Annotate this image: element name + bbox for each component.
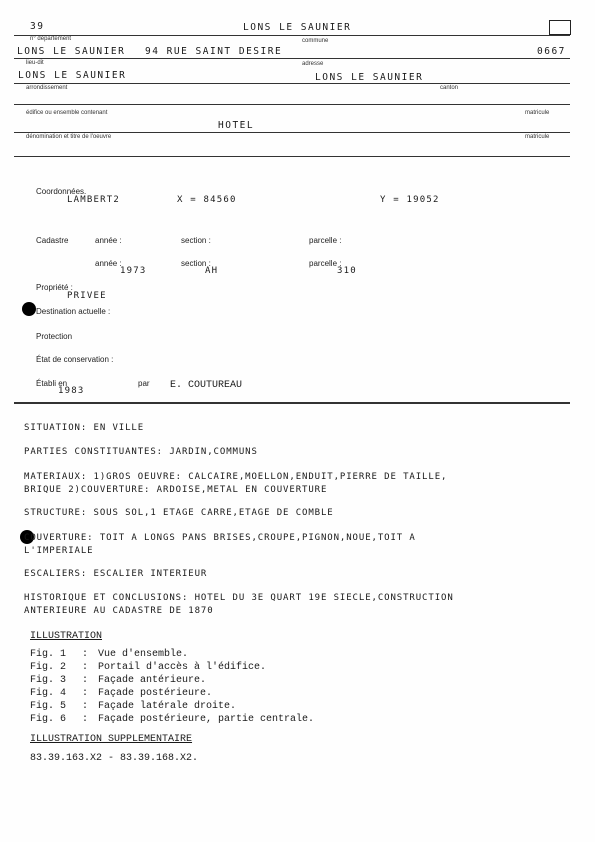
historique-text: HISTORIQUE ET CONCLUSIONS: HOTEL DU 3E QUART 19E SIECLE,CONSTRUCTION ANTERIEURE AU CADASTRE DE 1870 xyxy=(24,593,454,616)
checkbox-box xyxy=(549,20,571,35)
figure-desc: Façade postérieure, partie centrale. xyxy=(98,714,315,725)
materiaux-text: MATERIAUX: 1)GROS OEUVRE: CALCAIRE,MOELLON,ENDUIT,PIERRE DE TAILLE, BRIQUE 2)COUVERTURE: ARDOISE,METAL EN COUVERTURE xyxy=(24,472,448,495)
figure-desc: Façade antérieure. xyxy=(98,675,207,686)
x-coordinate: X = 84560 xyxy=(177,195,237,205)
couverture-text: COUVERTURE: TOIT A LONGS PANS BRISES,CROUPE,PIGNON,NOUE,TOIT A L'IMPERIALE xyxy=(24,533,416,556)
lieu-dit-value: LONS LE SAUNIER xyxy=(17,46,126,57)
supplementary-heading: ILLUSTRATION SUPPLEMENTAIRE xyxy=(30,734,193,745)
author-name: E. COUTUREAU xyxy=(170,380,243,391)
annee-label-2: année : xyxy=(95,259,122,268)
figure-row: Fig. 6 : Façade postérieure, partie centrale. xyxy=(30,714,315,725)
parcelle-label-2: parcelle : xyxy=(309,259,342,268)
arrondissement-value: LONS LE SAUNIER xyxy=(18,70,127,81)
adresse-label: adresse xyxy=(302,61,324,67)
escaliers-text: ESCALIERS: ESCALIER INTERIEUR xyxy=(24,569,208,579)
etat-label: État de conservation : xyxy=(36,355,114,364)
y-coordinate: Y = 19052 xyxy=(380,195,440,205)
figure-number: Fig. 2 xyxy=(30,662,67,673)
par-label: par xyxy=(138,379,150,388)
structure-text: STRUCTURE: SOUS SOL,1 ETAGE CARRE,ETAGE DE COMBLE xyxy=(24,508,334,518)
dossier-number: 0667 xyxy=(537,46,566,57)
parcelle-value: 310 xyxy=(337,266,357,276)
rule xyxy=(14,132,570,133)
figure-desc: Façade latérale droite. xyxy=(98,701,237,712)
figure-row: Fig. 4 : Façade postérieure. xyxy=(30,688,213,699)
figure-number: Fig. 1 xyxy=(30,649,67,660)
arrondissement-label: arrondissement xyxy=(26,85,68,91)
annee-value: 1973 xyxy=(120,266,147,276)
annee-label: année : xyxy=(95,236,122,245)
figure-desc: Portail d'accès à l'édifice. xyxy=(98,662,267,673)
coordinates-label: Coordonnées. xyxy=(36,187,87,196)
lieu-dit-label: lieu-dit xyxy=(26,60,44,66)
figure-row: Fig. 2 : Portail d'accès à l'édifice. xyxy=(30,662,267,673)
situation-text: SITUATION: EN VILLE xyxy=(24,423,145,433)
rule xyxy=(14,58,570,59)
parcelle-label: parcelle : xyxy=(309,236,342,245)
adresse-value: 94 RUE SAINT DESIRE xyxy=(145,46,283,57)
canton-label: canton xyxy=(440,85,459,91)
denomination-label: dénomination et titre de l'oeuvre xyxy=(26,134,112,140)
dept-label: n° département xyxy=(30,36,72,42)
coordinate-system: LAMBERT2 xyxy=(67,195,120,205)
parties-text: PARTIES CONSTITUANTES: JARDIN,COMMUNS xyxy=(24,447,258,457)
section-label-2: section : xyxy=(181,259,211,268)
edifice-value: HOTEL xyxy=(218,120,255,131)
figure-desc: Vue d'ensemble. xyxy=(98,649,189,660)
dept-number: 39 xyxy=(30,21,45,32)
protection-label: Protection xyxy=(36,332,73,341)
section-label: section : xyxy=(181,236,211,245)
supplementary-value: 83.39.163.X2 - 83.39.168.X2. xyxy=(30,753,199,764)
rule xyxy=(14,83,570,84)
figure-number: Fig. 5 xyxy=(30,701,67,712)
propriete-label: Propriété : xyxy=(36,283,73,292)
commune-header: LONS LE SAUNIER xyxy=(243,22,352,33)
matricule-label: matricule xyxy=(525,110,550,116)
etabli-label: Établi en xyxy=(36,379,68,388)
rule xyxy=(14,156,570,157)
figure-number: Fig. 4 xyxy=(30,688,67,699)
destination-label: Destination actuelle : xyxy=(36,307,111,316)
figure-row: Fig. 3 : Façade antérieure. xyxy=(30,675,207,686)
section-value: AH xyxy=(205,266,219,276)
figure-row: Fig. 5 : Façade latérale droite. xyxy=(30,701,237,712)
cadastre-label: Cadastre xyxy=(36,236,69,245)
figure-number: Fig. 3 xyxy=(30,675,67,686)
figure-desc: Façade postérieure. xyxy=(98,688,213,699)
section-divider xyxy=(14,402,570,404)
commune-label: commune xyxy=(302,38,329,44)
figure-row: Fig. 1 : Vue d'ensemble. xyxy=(30,649,189,660)
illustration-heading: ILLUSTRATION xyxy=(30,631,103,642)
figure-number: Fig. 6 xyxy=(30,714,67,725)
rule xyxy=(14,35,570,36)
etabli-year: 1983 xyxy=(58,386,85,396)
matricule-label-2: matricule xyxy=(525,134,550,140)
canton-value: LONS LE SAUNIER xyxy=(315,72,424,83)
propriete-value: PRIVEE xyxy=(67,291,107,301)
punch-hole-icon xyxy=(22,302,36,316)
figure-list xyxy=(30,649,314,727)
edifice-label: édifice ou ensemble contenant xyxy=(26,110,108,116)
rule xyxy=(14,104,570,105)
